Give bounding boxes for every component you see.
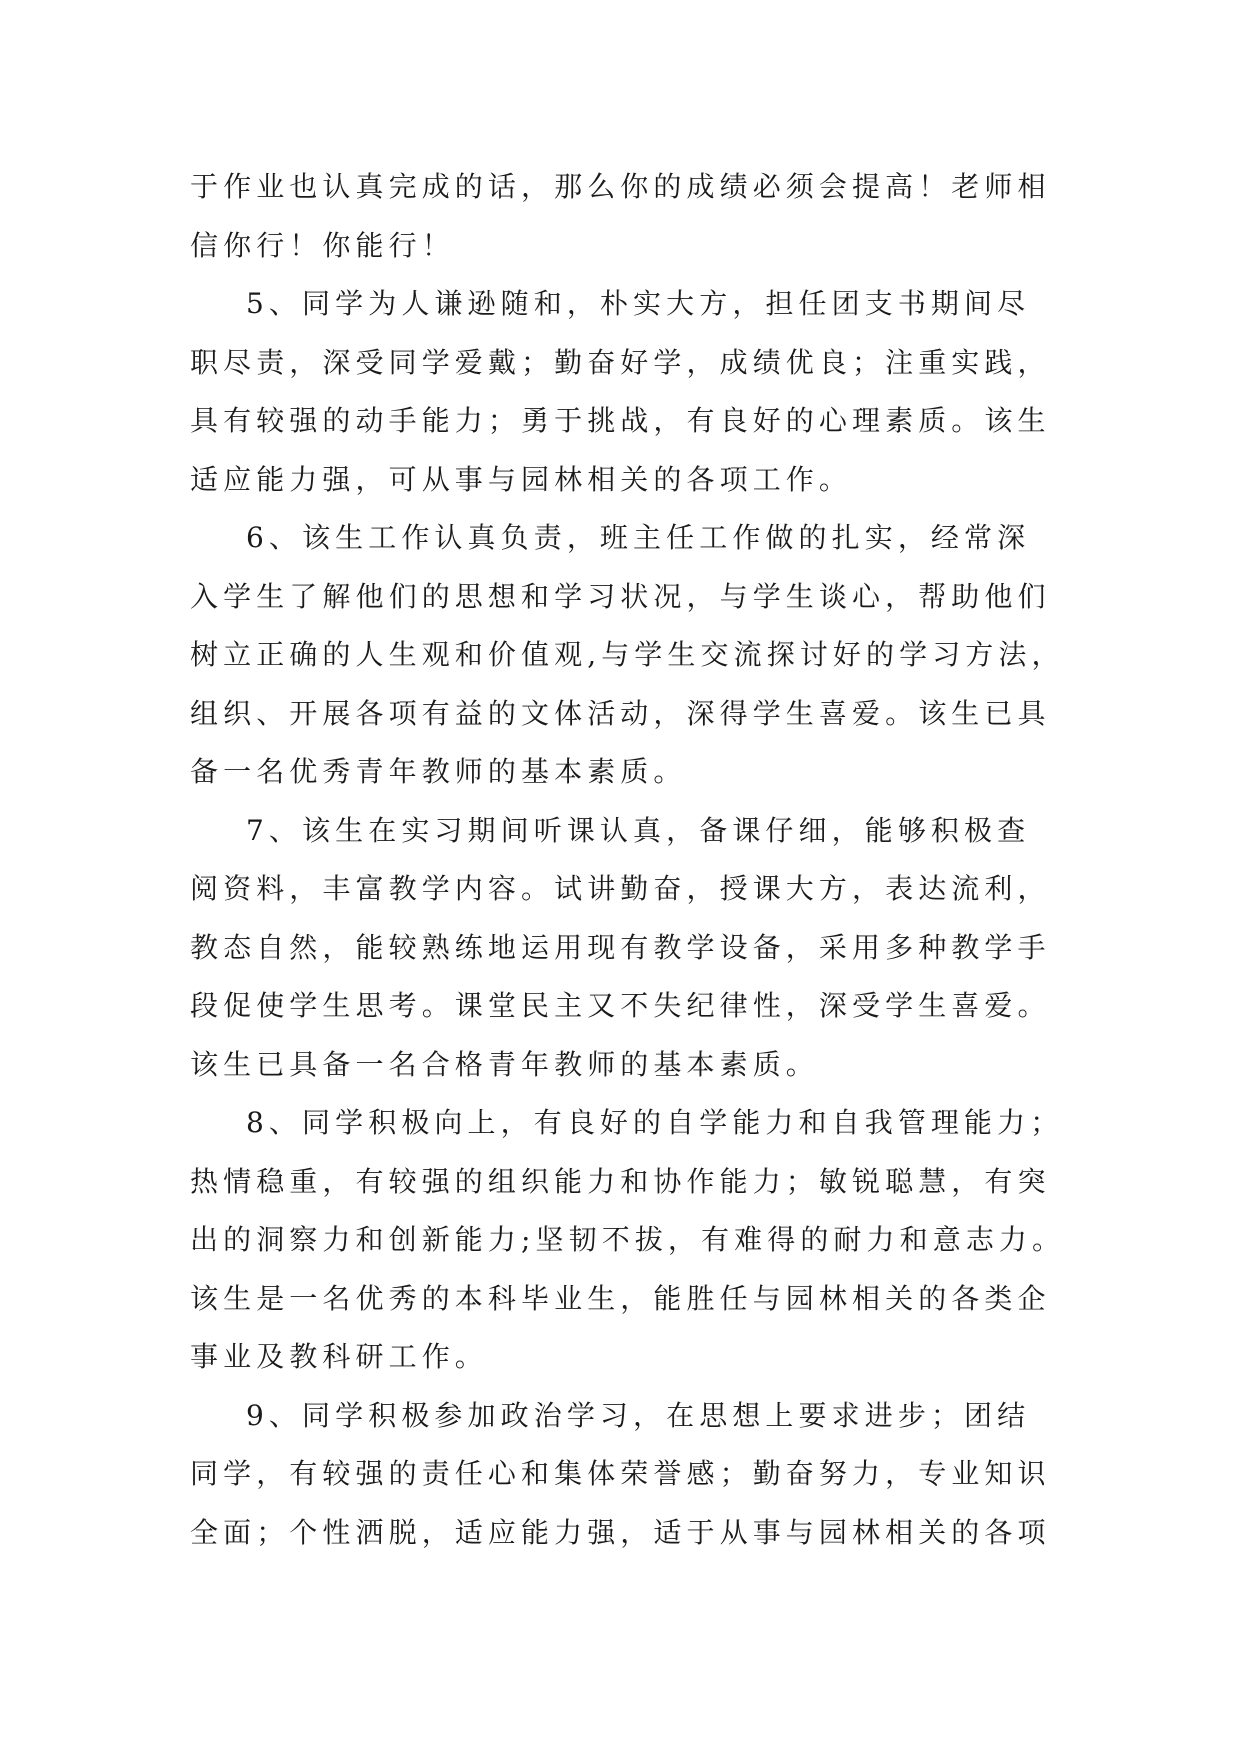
text-line: 段促使学生思考。课堂民主又不失纪律性，深受学生喜爱。 bbox=[190, 989, 1051, 1022]
text-line: 5、同学为人谦逊随和，朴实大方，担任团支书期间尽 bbox=[190, 287, 1031, 320]
text-line: 7、该生在实习期间听课认真，备课仔细，能够积极查 bbox=[190, 813, 1031, 847]
text-line: 树立正确的人生观和价值观,与学生交流探讨好的学习方法， bbox=[190, 638, 1065, 671]
text-line: 热情稳重，有较强的组织能力和协作能力；敏锐聪慧，有突 bbox=[190, 1164, 1051, 1198]
text-line: 8、同学积极向上，有良好的自学能力和自我管理能力； bbox=[190, 1106, 1064, 1139]
text-line: 教态自然，能较熟练地运用现有教学设备，采用多种教学手 bbox=[190, 930, 1051, 964]
text-line: 阅资料，丰富教学内容。试讲勤奋，授课大方，表达流利， bbox=[190, 872, 1051, 905]
document-page bbox=[190, 158, 1066, 1562]
text-line: 出的洞察力和创新能力;坚韧不拔，有难得的耐力和意志力。 bbox=[190, 1223, 1066, 1256]
text-line: 该生是一名优秀的本科毕业生，能胜任与园林相关的各类企 bbox=[190, 1281, 1051, 1315]
text-line: 事业及教科研工作。 bbox=[190, 1340, 488, 1373]
text-line: 9、同学积极参加政治学习，在思想上要求进步；团结 bbox=[190, 1398, 1031, 1432]
text-line: 职尽责，深受同学爱戴；勤奋好学，成绩优良；注重实践， bbox=[190, 345, 1051, 379]
text-line: 同学，有较强的责任心和集体荣誉感；勤奋努力，专业知识 bbox=[190, 1457, 1051, 1490]
text-line: 组织、开展各项有益的文体活动，深得学生喜爱。该生已具 bbox=[190, 696, 1051, 730]
text-line: 全面；个性洒脱，适应能力强，适于从事与园林相关的各项 bbox=[190, 1515, 1051, 1549]
text-line: 入学生了解他们的思想和学习状况，与学生谈心，帮助他们 bbox=[190, 579, 1051, 613]
text-line: 6、该生工作认真负责，班主任工作做的扎实，经常深 bbox=[190, 521, 1031, 554]
text-line: 适应能力强，可从事与园林相关的各项工作。 bbox=[190, 462, 853, 496]
text-line: 该生已具备一名合格青年教师的基本素质。 bbox=[190, 1047, 819, 1081]
text-line: 具有较强的动手能力；勇于挑战，有良好的心理素质。该生 bbox=[190, 404, 1051, 437]
text-line: 于作业也认真完成的话，那么你的成绩必须会提高！老师相 bbox=[190, 170, 1051, 203]
text-line: 备一名优秀青年教师的基本素质。 bbox=[190, 755, 687, 788]
text-line: 信你行！你能行！ bbox=[190, 228, 455, 262]
